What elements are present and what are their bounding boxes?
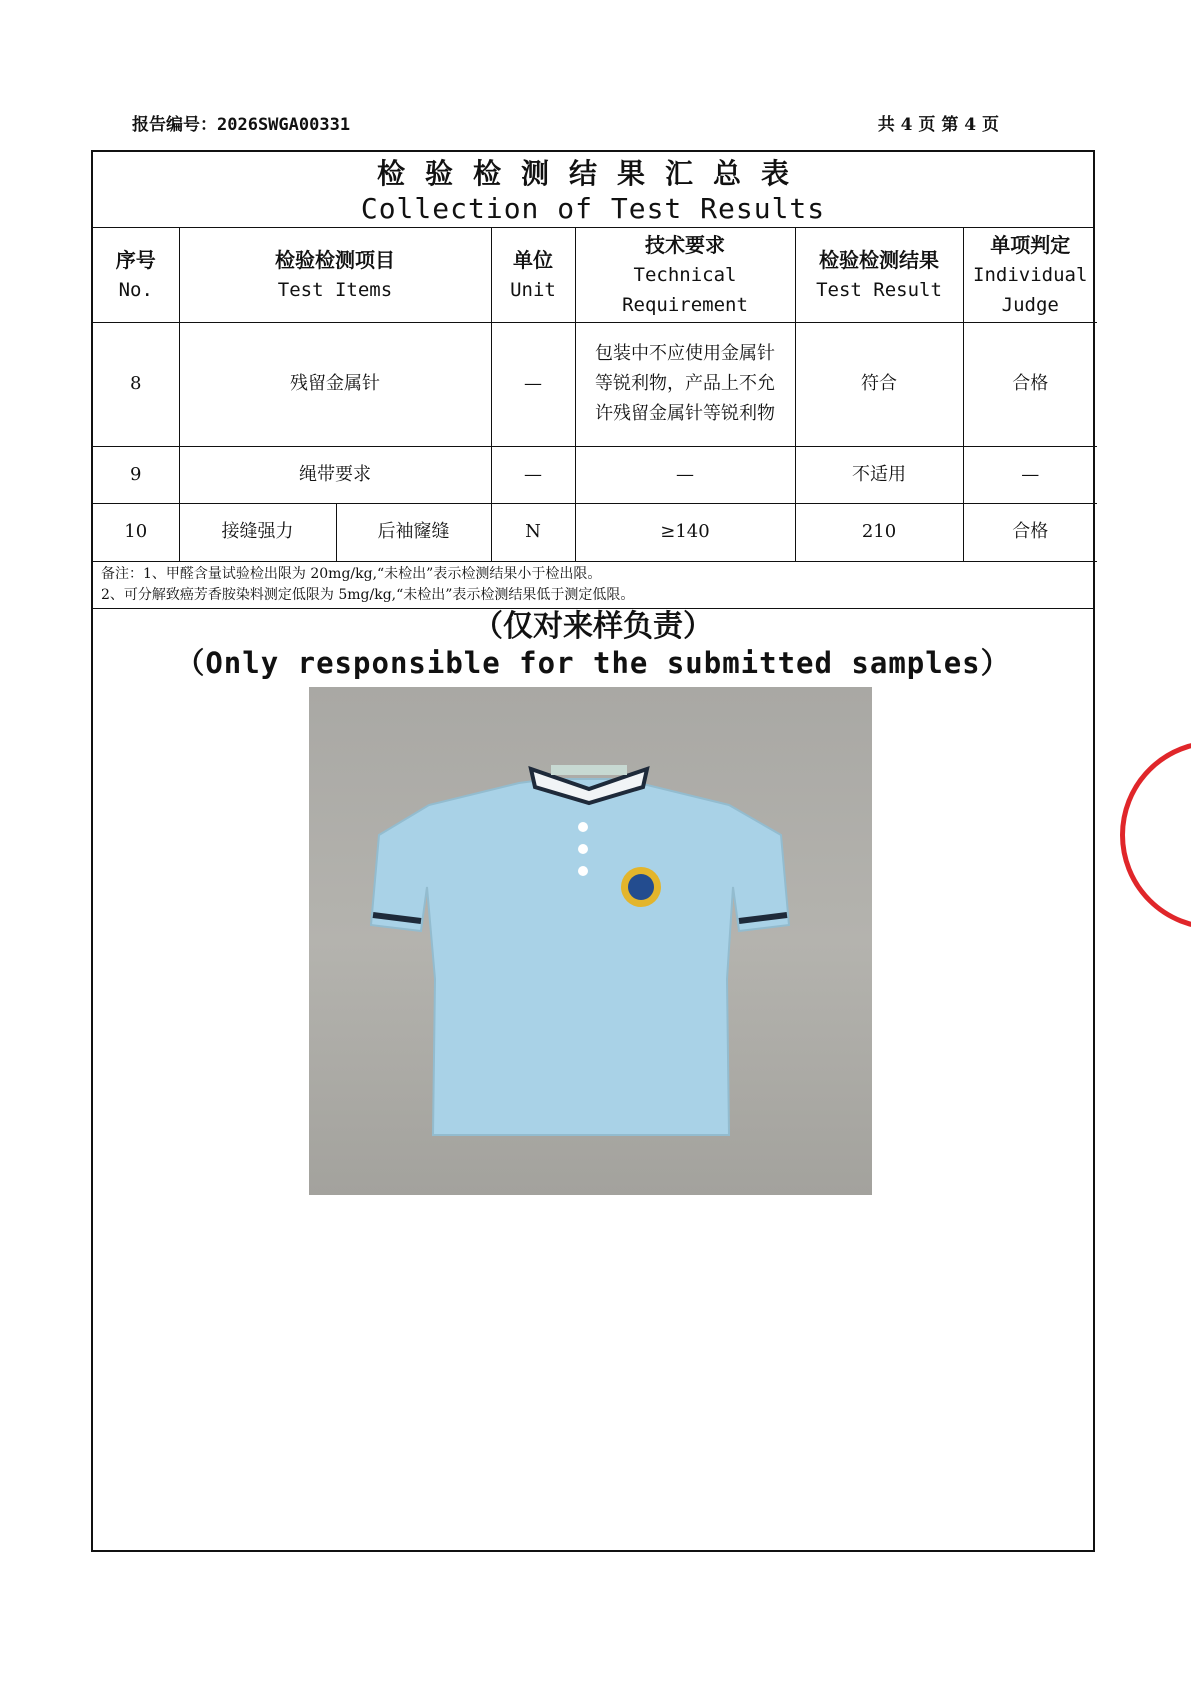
col-req-cn: 技术要求 bbox=[645, 232, 725, 257]
col-items-cn: 检验检测项目 bbox=[275, 247, 395, 272]
disclaimer bbox=[93, 609, 1093, 681]
col-no-en: No. bbox=[118, 278, 153, 301]
row-no: 10 bbox=[93, 503, 179, 561]
col-judge-en1: Individual bbox=[973, 263, 1088, 286]
row-judge: 合格 bbox=[963, 322, 1097, 446]
title-en: Collection of Test Results bbox=[360, 192, 826, 225]
disclaimer-en: （Only responsible for the submitted samples） bbox=[175, 645, 1011, 680]
table-row bbox=[93, 322, 1097, 446]
row-judge: 合格 bbox=[963, 503, 1097, 561]
notes bbox=[93, 562, 1093, 609]
shirt-button bbox=[578, 822, 588, 832]
note-line-1: 备注：1、甲醛含量试验检出限为 20mg/kg,“未检出”表示检测结果小于检出限。 bbox=[101, 565, 602, 582]
shirt-body bbox=[371, 779, 789, 1135]
title-cn: 检验检测结果汇总表 bbox=[376, 157, 809, 190]
col-result-en: Test Result bbox=[816, 278, 942, 301]
row-requirement: 包装中不应使用金属针等锐利物，产品上不允许残留金属针等锐利物 bbox=[575, 322, 795, 446]
row-sub-item: 后袖窿缝 bbox=[336, 503, 491, 561]
row-no: 8 bbox=[93, 322, 179, 446]
col-requirement bbox=[575, 228, 795, 322]
row-no: 9 bbox=[93, 446, 179, 503]
col-items-en: Test Items bbox=[277, 278, 393, 301]
page-info: 共 4 页 第 4 页 bbox=[877, 115, 999, 135]
table-row bbox=[93, 503, 1097, 561]
school-badge-center bbox=[628, 874, 654, 900]
col-no bbox=[93, 228, 179, 322]
col-result-cn: 检验检测结果 bbox=[819, 247, 939, 272]
sample-photo bbox=[309, 687, 872, 1195]
col-unit bbox=[491, 228, 575, 322]
row-result: 不适用 bbox=[795, 446, 963, 503]
col-items bbox=[179, 228, 491, 322]
report-number-label: 报告编号： bbox=[132, 115, 217, 135]
col-no-cn: 序号 bbox=[115, 247, 156, 272]
col-req-en1: Technical bbox=[633, 263, 737, 286]
report-number bbox=[132, 110, 350, 135]
polo-shirt-image bbox=[309, 687, 872, 1195]
collar-plaid bbox=[551, 765, 627, 775]
title-block bbox=[93, 152, 1093, 228]
disclaimer-cn: （仅对来样负责） bbox=[473, 608, 713, 644]
report-header bbox=[132, 110, 999, 136]
row-requirement: — bbox=[575, 446, 795, 503]
table-header-row bbox=[93, 228, 1097, 322]
report-number-value: 2026SWGA00331 bbox=[217, 115, 351, 135]
col-judge bbox=[963, 228, 1097, 322]
table-row bbox=[93, 446, 1097, 503]
col-req-en2: Requirement bbox=[622, 293, 748, 316]
col-unit-en: Unit bbox=[510, 278, 556, 301]
col-result bbox=[795, 228, 963, 322]
row-result: 符合 bbox=[795, 322, 963, 446]
row-result: 210 bbox=[795, 503, 963, 561]
row-unit: — bbox=[491, 446, 575, 503]
col-judge-en2: Judge bbox=[1001, 293, 1059, 316]
note-line-2: 2、可分解致癌芳香胺染料测定低限为 5mg/kg,“未检出”表示检测结果低于测定低限。 bbox=[101, 586, 635, 603]
row-unit: — bbox=[491, 322, 575, 446]
col-judge-cn: 单项判定 bbox=[990, 232, 1071, 257]
row-item: 残留金属针 bbox=[179, 322, 491, 446]
col-unit-cn: 单位 bbox=[513, 247, 553, 272]
row-judge: — bbox=[963, 446, 1097, 503]
row-item: 接缝强力 bbox=[179, 503, 336, 561]
row-requirement: ≥140 bbox=[575, 503, 795, 561]
seal-stamp bbox=[1120, 740, 1191, 930]
shirt-button bbox=[578, 844, 588, 854]
shirt-button bbox=[578, 866, 588, 876]
row-item: 绳带要求 bbox=[179, 446, 491, 503]
results-table bbox=[93, 228, 1097, 562]
row-unit: N bbox=[491, 503, 575, 561]
